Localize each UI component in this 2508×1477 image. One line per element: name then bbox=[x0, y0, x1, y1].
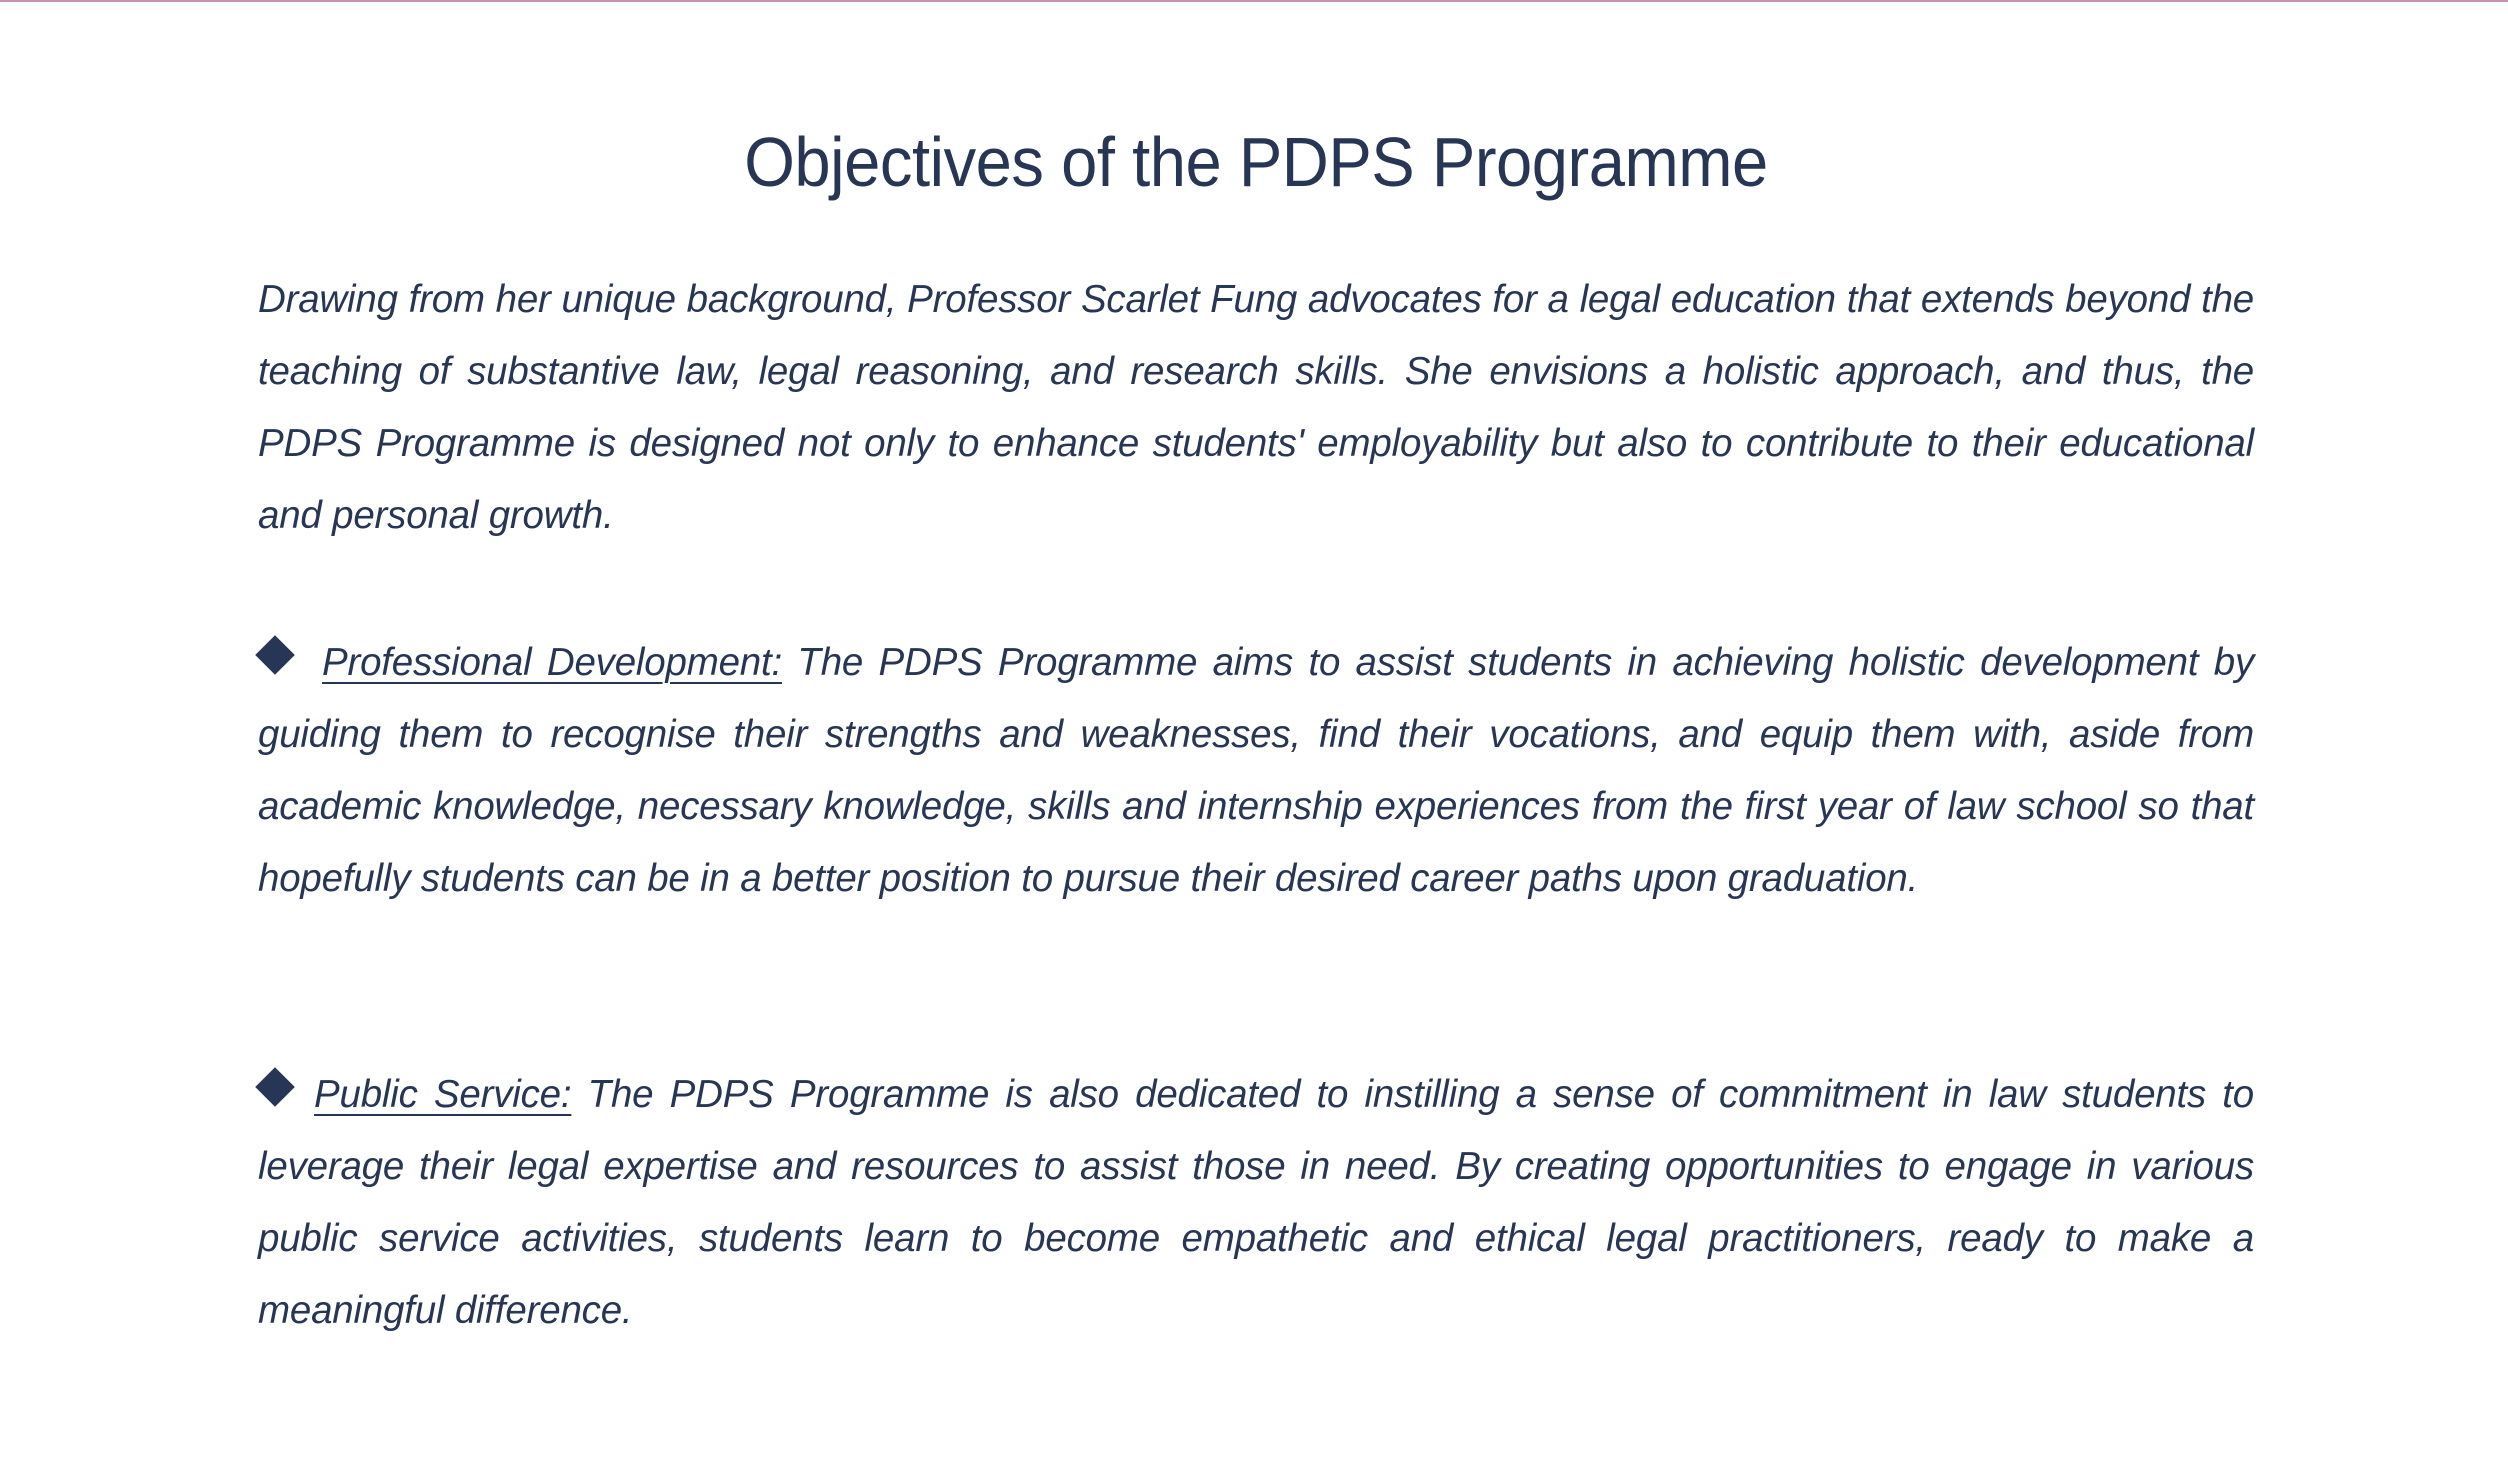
objective-text: The PDPS Programme is also dedicated to instilling a sense of commitment in law students to leverage their legal expertise and resources to assist those in need. By creating opportunities to engage in various public service activities, students learn to become empathetic and ethical legal practitioners, ready to make a meaningful difference. bbox=[258, 1073, 2254, 1332]
intro-paragraph: Drawing from her unique background, Professor Scarlet Fung advocates for a legal education that extends beyond the teaching of substantive law, legal reasoning, and research skills. She envisions a holistic approach, and thus, the PDPS Programme is designed not only to enhance students' employability but also to contribute to their educational and personal growth. bbox=[258, 278, 2254, 537]
top-accent-line bbox=[0, 0, 2508, 2]
objective-label: Public Service: bbox=[314, 1073, 572, 1116]
diamond-bullet-icon bbox=[258, 645, 288, 675]
objective-label: Professional Development: bbox=[322, 641, 782, 684]
diamond-bullet-icon bbox=[258, 1077, 288, 1107]
page-title: Objectives of the PDPS Programme bbox=[744, 123, 1768, 201]
objective-public-service bbox=[258, 1059, 2254, 1347]
objective-text: The PDPS Programme aims to assist students in achieving holistic development by guiding them to recognise their strengths and weaknesses, find their vocations, and equip them with, aside from academic knowledge, necessary knowledge, skills and internship experiences from the first year of law school so that hopefully students can be in a better position to pursue their desired career paths upon graduation. bbox=[258, 641, 2254, 900]
objective-professional-development bbox=[258, 627, 2254, 915]
